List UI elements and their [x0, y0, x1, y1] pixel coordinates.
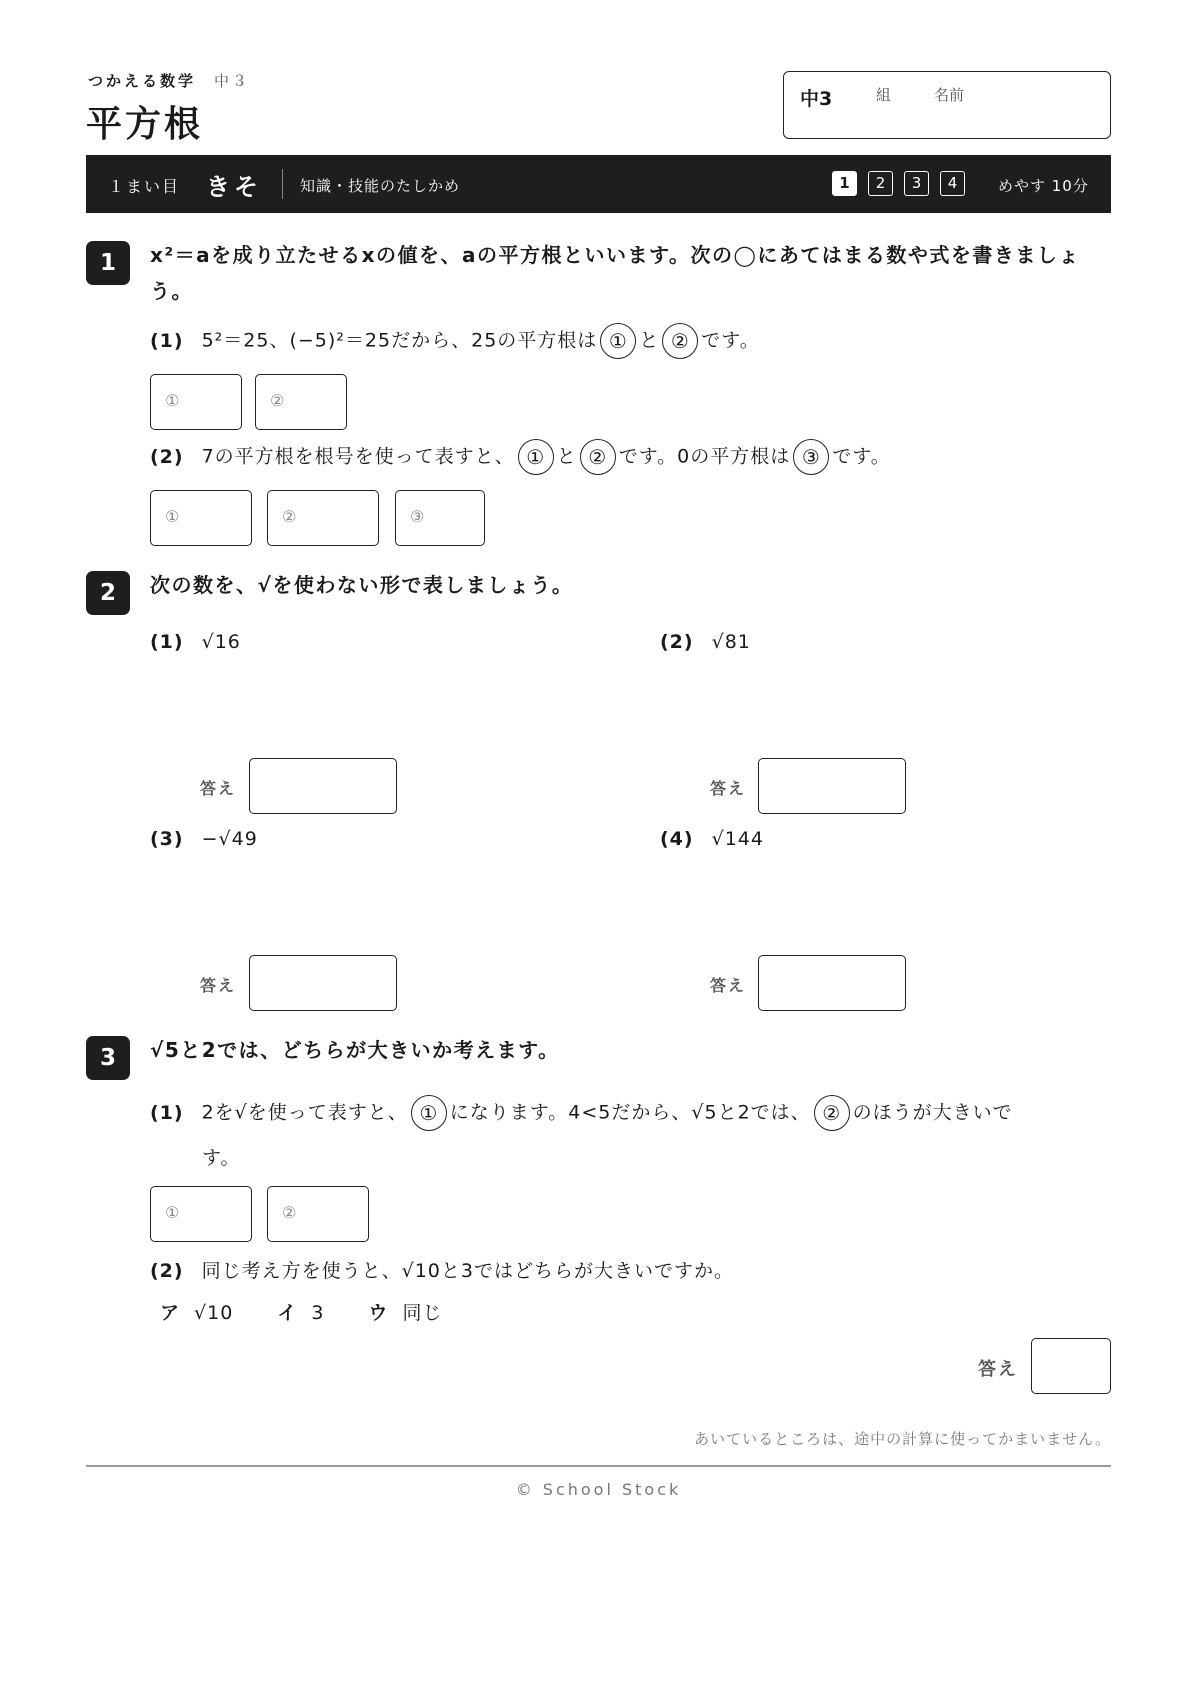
q1-part1: (1) 5²＝25、(−5)²＝25だから、25の平方根は ① と ② です。 [150, 323, 760, 359]
name-label: 名前 [934, 86, 965, 104]
footer-divider [86, 1465, 1111, 1467]
answer-box-q1-1-a[interactable]: ① [150, 374, 242, 430]
q2-item-1: (1) √16 [150, 631, 241, 653]
answer-box-q2-1[interactable] [249, 758, 397, 814]
question-number-3: 3 [86, 1036, 130, 1080]
answer-box-q2-4[interactable] [758, 955, 906, 1011]
blank-circle-3: ③ [793, 439, 829, 475]
q3-part1: (1) 2を√を使って表すと、 ① になります。4<5だから、√5と2では、 ② のほうが大きいで [150, 1095, 1013, 1131]
answer-box-q2-2[interactable] [758, 758, 906, 814]
time-estimate: めやす 10分 [998, 177, 1089, 195]
answer-label: 答え [710, 976, 747, 995]
choice-mark-a: ア [160, 1302, 181, 1324]
level-description: 知識・技能のたしかめ [300, 177, 461, 195]
q2-item-3: (3) −√49 [150, 828, 258, 850]
divider [282, 169, 283, 199]
question-2-text: 次の数を、√を使わない形で表しましょう。 [150, 573, 574, 597]
blank-circle-1: ① [518, 439, 554, 475]
question-1-text: x²＝aを成り立たせるxの値を、aの平方根といいます。次の◯にあてはまる数や式を書きましょう。 [150, 243, 1080, 303]
blank-circle-1: ① [600, 323, 636, 359]
q2-item-4: (4) √144 [660, 828, 764, 850]
sheet-number: １まい目 [108, 177, 181, 196]
blank-circle-2: ② [814, 1095, 850, 1131]
answer-box-q3-1-a[interactable]: ① [150, 1186, 252, 1242]
q3-part2: (2) 同じ考え方を使うと、√10と3ではどちらが大きいですか。 [150, 1260, 734, 1282]
page-indicator-4: 4 [940, 171, 965, 196]
blank-circle-2: ② [662, 323, 698, 359]
page-indicator-2: 2 [868, 171, 893, 196]
choice-a[interactable]: √10 [194, 1302, 234, 1324]
answer-label: 答え [200, 779, 237, 798]
copyright: © School Stock [515, 1480, 682, 1499]
name-box[interactable] [783, 71, 1111, 139]
scratch-note: あいているところは、途中の計算に使ってかまいません。 [694, 1430, 1111, 1448]
series-title: つかえる数学 中３ [88, 72, 251, 90]
page-title: 平方根 [86, 104, 204, 145]
answer-box-q2-3[interactable] [249, 955, 397, 1011]
answer-box-q1-2-b[interactable]: ② [267, 490, 379, 546]
class-label: 組 [876, 86, 892, 104]
question-number-2: 2 [86, 571, 130, 615]
question-number-1: 1 [86, 241, 130, 285]
level-label: きそ [206, 173, 262, 201]
answer-label: 答え [978, 1359, 1018, 1380]
q3-choices [160, 1298, 442, 1325]
answer-box-q1-2-c[interactable]: ③ [395, 490, 485, 546]
choice-i[interactable]: 3 [311, 1302, 325, 1324]
q1-part2: (2) 7の平方根を根号を使って表すと、 ① と ② です。0の平方根は ③ です。 [150, 439, 891, 475]
page-indicator-3: 3 [904, 171, 929, 196]
q3-part1-continued: す。 [202, 1147, 241, 1169]
answer-box-q3-2[interactable] [1031, 1338, 1111, 1394]
blank-circle-1: ① [411, 1095, 447, 1131]
choice-mark-u: ウ [368, 1302, 389, 1324]
choice-u[interactable]: 同じ [402, 1302, 443, 1324]
sheet-bar [86, 155, 1111, 213]
answer-box-q1-1-b[interactable]: ② [255, 374, 347, 430]
namebox-grade: 中3 [800, 88, 833, 110]
grade-label: 中３ [214, 72, 251, 90]
answer-box-q1-2-a[interactable]: ① [150, 490, 252, 546]
answer-box-q3-1-b[interactable]: ② [267, 1186, 369, 1242]
page-indicator-1: 1 [832, 171, 857, 196]
q2-item-2: (2) √81 [660, 631, 751, 653]
answer-label: 答え [710, 779, 747, 798]
answer-label: 答え [200, 976, 237, 995]
choice-mark-i: イ [277, 1302, 298, 1324]
blank-circle-2: ② [580, 439, 616, 475]
question-3-text: √5と2では、どちらが大きいか考えます。 [150, 1038, 560, 1062]
